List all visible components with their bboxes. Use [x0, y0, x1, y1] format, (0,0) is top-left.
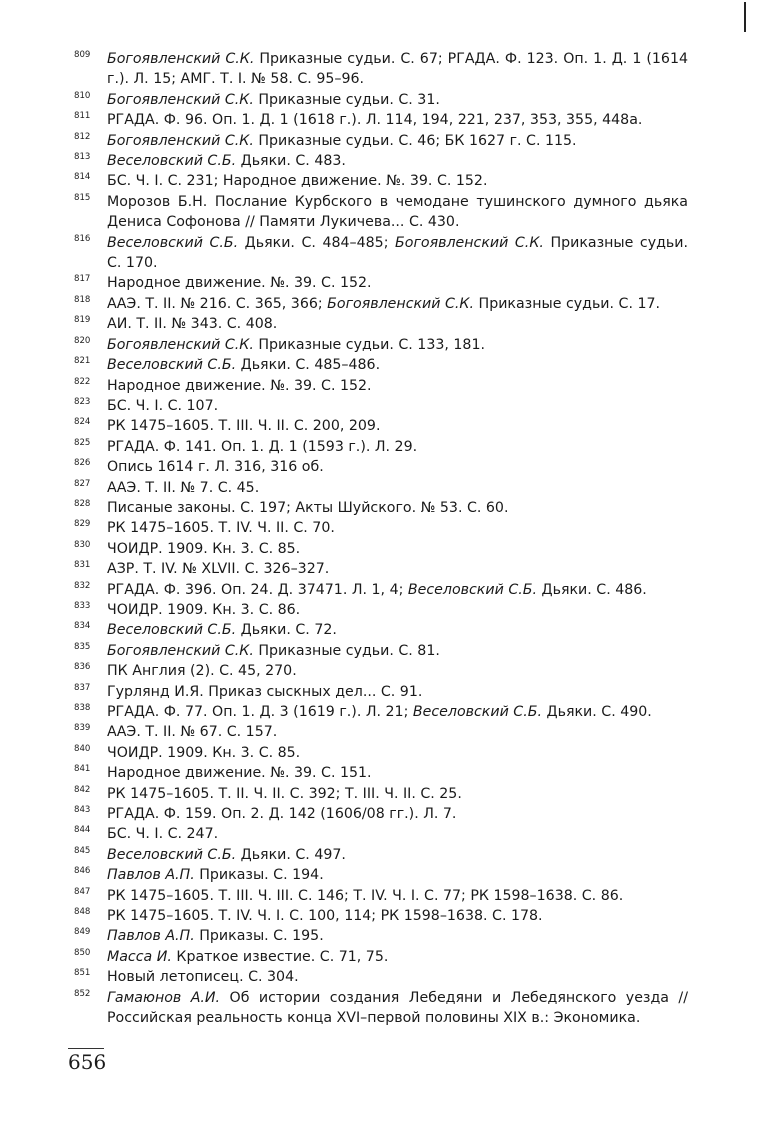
footnote — [74, 988, 688, 1029]
footnote — [74, 620, 688, 640]
citation-text: Об истории создания Лебедяни и Лебедянского уезда // Российская реальность конца XVI–первой половины XIX в.: Экономика. — [107, 989, 688, 1027]
citation-text: Гурлянд И.Я. Приказ сыскных дел... С. 91. — [107, 683, 423, 700]
footnote-text — [107, 131, 688, 151]
footnote — [74, 151, 688, 171]
footnote-text — [107, 396, 688, 416]
footnote-number: 838 — [74, 703, 91, 713]
footnote-text — [107, 171, 688, 191]
footnote-number: 815 — [74, 192, 91, 203]
author-name: Масса И. — [107, 948, 172, 965]
author-name: Веселовский С.Б. — [107, 622, 237, 639]
footnote-number: 824 — [74, 417, 91, 428]
footnote-number: 843 — [74, 805, 91, 816]
citation-text: ААЭ. Т. II. № 7. С. 45. — [107, 479, 260, 496]
citation-text: ЧОИДР. 1909. Кн. 3. С. 86. — [107, 601, 301, 618]
footnote — [74, 110, 688, 130]
footnote-text — [107, 988, 688, 1029]
footnote-text — [107, 314, 688, 334]
footnote-number: 850 — [74, 947, 91, 958]
footnote-number: 813 — [74, 152, 91, 163]
footnote — [74, 478, 688, 498]
citation-text: АЗР. Т. IV. № XLVII. С. 326–327. — [107, 561, 330, 578]
footnote-text — [107, 865, 688, 885]
citation-text: БС. Ч. I. С. 107. — [107, 397, 219, 414]
footnote-number: 822 — [74, 376, 91, 387]
footnote-text — [107, 722, 688, 742]
citation-text: Дьяки. С. 484–485; — [238, 234, 396, 251]
citation-text: Дьяки. С. 485–486. — [236, 357, 381, 374]
footnotes-list — [74, 49, 688, 1029]
footnote-number: 809 — [74, 50, 91, 60]
author-name: Веселовский С.Б. — [107, 846, 237, 863]
citation-text: Дьяки. С. 72. — [236, 622, 337, 639]
footnote-text — [107, 947, 688, 967]
footnote-number: 816 — [74, 233, 91, 244]
citation-text: Дьяки. С. 483. — [236, 153, 346, 170]
footnote-number: 848 — [74, 907, 91, 918]
footnote-number: 834 — [74, 621, 91, 632]
citation-text: Народное движение. №. 39. С. 152. — [107, 275, 372, 292]
author-name: Павлов А.П. — [107, 928, 195, 945]
author-name: Богоявленский С.К. — [107, 132, 254, 149]
citation-text: БС. Ч. I. С. 231; Народное движение. №. 39. С. 152. — [107, 173, 488, 190]
citation-text: Приказные судьи. С. 170. — [107, 234, 688, 272]
citation-text: Краткое известие. С. 71, 75. — [171, 948, 389, 965]
footnote-number: 849 — [74, 927, 91, 938]
footnote-text — [107, 498, 688, 518]
citation-text: РК 1475–1605. Т. IV. Ч. I. С. 100, 114; РК 1598–1638. С. 178. — [107, 908, 543, 925]
author-name: Богоявленский С.К. — [395, 234, 544, 251]
author-name: Богоявленский С.К. — [107, 51, 255, 67]
footnote-number: 851 — [74, 968, 91, 979]
citation-text: Приказы. С. 195. — [194, 928, 324, 945]
footnote-text — [107, 559, 688, 579]
footnote-text — [107, 518, 688, 538]
author-name: Веселовский С.Б. — [407, 581, 537, 598]
footnote — [74, 865, 688, 885]
citation-text: РГАДА. Ф. 159. Оп. 2. Д. 142 (1606/08 гг.). Л. 7. — [107, 806, 457, 823]
citation-text: Народное движение. №. 39. С. 151. — [107, 765, 372, 782]
footnote-text — [107, 886, 688, 906]
footnote — [74, 376, 688, 396]
footnote — [74, 926, 688, 946]
footnote-text — [107, 49, 688, 90]
citation-text: АИ. Т. II. № 343. С. 408. — [107, 316, 278, 333]
footnote-text — [107, 926, 688, 946]
footnote — [74, 743, 688, 763]
footnote-text — [107, 355, 688, 375]
footnote-text — [107, 294, 688, 314]
author-name: Гамаюнов А.И. — [107, 989, 221, 1006]
footnote — [74, 355, 688, 375]
footnote-number: 831 — [74, 560, 91, 571]
citation-text: Приказные судьи. С. 17. — [474, 295, 661, 312]
footnote-number: 818 — [74, 294, 91, 305]
footnote-text — [107, 763, 688, 783]
footnote-number: 826 — [74, 458, 91, 469]
footnote — [74, 131, 688, 151]
footnote — [74, 90, 688, 110]
author-name: Богоявленский С.К. — [327, 295, 475, 312]
citation-text: РК 1475–1605. Т. II. Ч. II. С. 392; Т. III. Ч. II. С. 25. — [107, 785, 462, 802]
citation-text: Приказные судьи. С. 31. — [253, 91, 440, 108]
footnote-number: 842 — [74, 784, 91, 795]
citation-text: ПК Англия (2). С. 45, 270. — [107, 663, 297, 680]
citation-text: Приказные судьи. С. 81. — [253, 642, 440, 659]
footnote — [74, 641, 688, 661]
citation-text: ААЭ. Т. II. № 216. С. 365, 366; — [107, 295, 328, 312]
footnote — [74, 580, 688, 600]
author-name: Богоявленский С.К. — [107, 642, 254, 659]
footnote — [74, 600, 688, 620]
footnote — [74, 314, 688, 334]
footnote-number: 817 — [74, 274, 91, 285]
author-name: Веселовский С.Б. — [107, 234, 239, 251]
footnote — [74, 886, 688, 906]
footnote — [74, 947, 688, 967]
footnote-number: 811 — [74, 111, 91, 122]
citation-text: Дьяки. С. 490. — [541, 704, 652, 720]
footnote-number: 837 — [74, 682, 91, 693]
footnote — [74, 273, 688, 293]
footnote-number: 835 — [74, 641, 91, 652]
footnote-number: 827 — [74, 478, 91, 489]
footnote-text — [107, 682, 688, 702]
footnote-text — [107, 273, 688, 293]
footnote-text — [107, 600, 688, 620]
citation-text: РК 1475–1605. Т. III. Ч. III. С. 146; Т. IV. Ч. I. С. 77; РК 1598–1638. С. 86. — [107, 887, 624, 904]
footnote — [74, 171, 688, 191]
footnote-number: 836 — [74, 662, 91, 673]
footnote-text — [107, 376, 688, 396]
footnote-number: 840 — [74, 743, 91, 754]
footnote-text — [107, 437, 688, 457]
footnote — [74, 702, 688, 722]
footnote — [74, 294, 688, 314]
citation-text: РГАДА. Ф. 96. Оп. 1. Д. 1 (1618 г.). Л. 114, 194, 221, 237, 353, 355, 448а. — [107, 112, 643, 129]
footnote — [74, 539, 688, 559]
citation-text: Морозов Б.Н. Послание Курбского в чемодане тушинского думного дьяка Дениса Софонова // Памяти Лукичева... С. 430. — [107, 193, 688, 231]
citation-text: Опись 1614 г. Л. 316, 316 об. — [107, 459, 324, 476]
citation-text: Дьяки. С. 486. — [537, 581, 647, 598]
footnote-number: 847 — [74, 886, 91, 897]
footnote-number: 852 — [74, 988, 91, 999]
citation-text: Приказные судьи. С. 133, 181. — [253, 336, 485, 353]
footnote — [74, 335, 688, 355]
footnote-text — [107, 90, 688, 110]
footnote — [74, 824, 688, 844]
footnote-text — [107, 804, 688, 824]
footnote-text — [107, 967, 688, 987]
footnote-text — [107, 335, 688, 355]
footnote-text — [107, 192, 688, 233]
citation-text: ААЭ. Т. II. № 67. С. 157. — [107, 724, 278, 741]
author-name: Богоявленский С.К. — [107, 91, 254, 108]
footnote-number: 829 — [74, 519, 91, 530]
footnote-number: 825 — [74, 437, 91, 448]
footnote-number: 823 — [74, 396, 91, 407]
footnote-number: 830 — [74, 539, 91, 550]
citation-text: Народное движение. №. 39. С. 152. — [107, 377, 372, 394]
footnote-number: 846 — [74, 866, 91, 877]
citation-text: Новый летописец. С. 304. — [107, 969, 299, 986]
citation-text: РГАДА. Ф. 141. Оп. 1. Д. 1 (1593 г.). Л. 29. — [107, 438, 418, 455]
citation-text: Приказные судьи. С. 67; РГАДА. Ф. 123. Оп. 1. Д. 1 (1614 г.). Л. 15; АМГ. Т. I. № 58. С. 95–96. — [107, 51, 688, 88]
footnote — [74, 661, 688, 681]
footnote-number: 828 — [74, 498, 91, 509]
footnote-text — [107, 151, 688, 171]
footnote-number: 844 — [74, 825, 91, 836]
author-name: Веселовский С.Б. — [412, 704, 542, 720]
footnote-number: 814 — [74, 172, 91, 183]
footnote-text — [107, 641, 688, 661]
footnote-number: 841 — [74, 764, 91, 775]
footnote — [74, 498, 688, 518]
footnote-number: 819 — [74, 315, 91, 326]
author-name: Богоявленский С.К. — [107, 336, 254, 353]
footnote-text — [107, 661, 688, 681]
footnote-text — [107, 233, 688, 274]
footnote-number: 820 — [74, 335, 91, 346]
citation-text: ЧОИДР. 1909. Кн. 3. С. 85. — [107, 540, 301, 557]
footnote-number: 821 — [74, 356, 91, 367]
footnote — [74, 722, 688, 742]
citation-text: Приказные судьи. С. 46; БК 1627 г. С. 115. — [253, 132, 577, 149]
citation-text: Приказы. С. 194. — [194, 867, 324, 884]
citation-text: Писаные законы. С. 197; Акты Шуйского. № 53. С. 60. — [107, 499, 509, 516]
footnote-number: 832 — [74, 580, 91, 591]
citation-text: Дьяки. С. 497. — [236, 846, 346, 863]
citation-text: БС. Ч. I. С. 247. — [107, 826, 219, 843]
footnote — [74, 49, 688, 90]
footnote — [74, 559, 688, 579]
citation-text: РК 1475–1605. Т. IV. Ч. II. С. 70. — [107, 520, 335, 537]
footnote — [74, 437, 688, 457]
footnote-text — [107, 743, 688, 763]
footnote-text — [107, 539, 688, 559]
author-name: Веселовский С.Б. — [107, 153, 237, 170]
footnote-number: 810 — [74, 90, 91, 101]
footnote-text — [107, 620, 688, 640]
footnote — [74, 804, 688, 824]
author-name: Павлов А.П. — [107, 867, 195, 884]
footnote — [74, 845, 688, 865]
edge-mark — [744, 2, 746, 32]
footnote — [74, 784, 688, 804]
footnote-text — [107, 457, 688, 477]
page-number: 656 — [68, 1050, 107, 1074]
citation-text: ЧОИДР. 1909. Кн. 3. С. 85. — [107, 744, 301, 761]
citation-text: РГАДА. Ф. 77. Оп. 1. Д. 3 (1619 г.). Л. 21; — [107, 704, 413, 720]
footnote — [74, 233, 688, 274]
footnote-text — [107, 784, 688, 804]
footnote-text — [107, 580, 688, 600]
footnote-text — [107, 702, 688, 722]
footnote — [74, 192, 688, 233]
footnote-text — [107, 478, 688, 498]
footnote-number: 812 — [74, 131, 91, 142]
footnote-number: 833 — [74, 600, 91, 611]
footnote — [74, 763, 688, 783]
footnote-number: 845 — [74, 845, 91, 856]
footnote-number: 839 — [74, 723, 91, 734]
footnote — [74, 518, 688, 538]
footnote-text — [107, 110, 688, 130]
footnote — [74, 396, 688, 416]
footnote — [74, 906, 688, 926]
footnote — [74, 416, 688, 436]
author-name: Веселовский С.Б. — [107, 357, 237, 374]
footnote-text — [107, 416, 688, 436]
footnote-text — [107, 824, 688, 844]
footnote-text — [107, 845, 688, 865]
footnote — [74, 682, 688, 702]
citation-text: РК 1475–1605. Т. III. Ч. II. С. 200, 209. — [107, 418, 381, 435]
footnote-text — [107, 906, 688, 926]
page-number-rule — [68, 1048, 104, 1049]
footnote — [74, 457, 688, 477]
citation-text: РГАДА. Ф. 396. Оп. 24. Д. 37471. Л. 1, 4; — [107, 581, 408, 598]
footnote — [74, 967, 688, 987]
